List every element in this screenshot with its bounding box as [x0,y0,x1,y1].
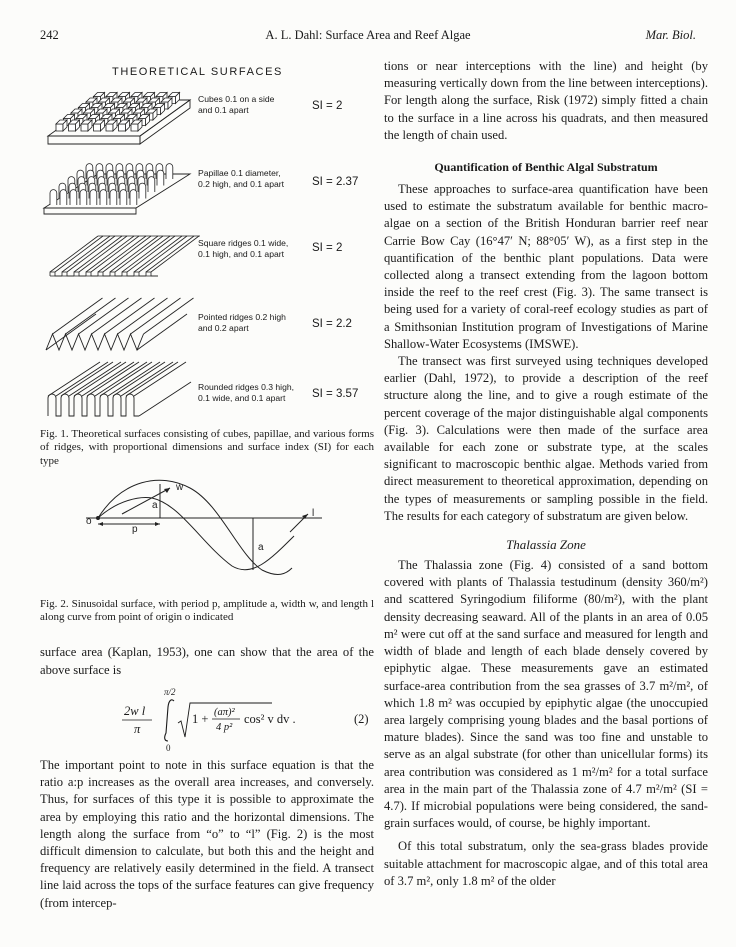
cubes-illustration [40,78,200,148]
rounded-ridges-illustration [40,358,200,424]
surface-rounded-ridges [40,358,374,424]
right-column [384,58,708,890]
surface-square-ridges [40,218,374,288]
left-paragraph-1: surface area (Kaplan, 1953), one can show that the area of the above surface is [40,645,374,677]
papillae-illustration [40,148,200,218]
svg-text:cos² v dv .: cos² v dv . [244,711,296,726]
pointed-ridges-label: Pointed ridges 0.2 high and 0.2 apart [198,312,286,333]
svg-text:0: 0 [166,742,171,753]
pointed-ridges-si: SI = 2.2 [312,318,352,330]
journal-name: Mar. Biol. [645,28,696,42]
fig2-label-w: w [176,481,184,493]
svg-text:π/2: π/2 [164,686,176,697]
square-ridges-illustration [40,218,200,288]
right-paragraph-4: The Thalassia zone (Fig. 4) consisted of a sand bottom covered with plants of Thalassia testudinum (density 360/m²) and scattered Syringodium filiforme (80/m²), with the plant density decreasing seaward. All of the plants in an area of 0.05 m² were cut off at the sand surface and measured for length and width of blade and length of each blade densely covered by epiphytic algae. These measurements gave an estimated surface-area contribution from the sea grasses of 3.7 m²/m², of which 1.8 m² was occupied by epiphytic algae (the unoccupied area largely comprising young blades and the basal portions of mature blades). Since the sand was too fine and unstable to serve as an algal substrate (for other than unicellular forms) its area contribution was considered as 1 m²/m² for a total surface area in the main part of the Thalassia zone of 4.7 m²/m² (SI = 4.7). If microbial populations were being considered, the sand-grain surfaces would, of course, be highly important. [384,558,708,831]
papillae-si: SI = 2.37 [312,176,359,188]
running-header [0,28,736,48]
svg-text:4 p²: 4 p² [216,721,233,733]
svg-text:π: π [134,721,141,736]
fig2-caption: Fig. 2. Sinusoidal surface, with period p, amplitude a, width w, and length l along curve from point of origin o indicated [40,597,374,624]
fig2-label-a: a [152,499,158,511]
surface-pointed-ridges [40,288,374,358]
rounded-ridges-label: Rounded ridges 0.3 high, 0.1 wide, and 0.1 apart [198,382,295,403]
page-number: 242 [40,28,59,42]
running-title: A. L. Dahl: Surface Area and Reef Algae [265,28,471,42]
right-paragraph-2: These approaches to surface-area quantification have been used to estimate the substratum available for benthic macro-algae on a section of the British Honduran barrier reef near Carrie Bow Cay (16°47′ N; 88°05′ W), as a first step in the quantification of the benthic plant populations. Data were collected along a transect extending from the lagoon bottom inside the reef to the reef crest (Fig. 3). The same transect is being used for a variety of coral-reef ecology studies as part of a Smithsonian Institution program of Investigations of Marine Shallow-Water Ecosystems (IMSWE). [384,182,708,351]
fig2-label-l: l [312,507,315,519]
square-ridges-label: Square ridges 0.1 wide, 0.1 high, and 0.1 apart [198,238,289,259]
surface-cubes [40,78,374,148]
surface-papillae [40,148,374,218]
left-paragraph-2: The important point to note in this surface equation is that the ratio a:p increases as the overall area increases, and conversely. Thus, for surfaces of this type it is possible to approximate the area by employing this ratio and the horizontal dimensions. The length along the surface from “o” to “l” (Fig. 2) is the most difficult dimension to calculate, but both this and the height and frequency are relatively easily determined in the field. A transect line laid across the tops of the surface features can give frequency (from intercep- [40,757,374,910]
rounded-ridges-si: SI = 3.57 [312,388,359,400]
square-ridges-si: SI = 2 [312,242,343,254]
pointed-ridges-illustration [40,288,200,358]
fig1-title: THEORETICAL SURFACES [112,66,283,78]
section-heading: Quantification of Benthic Algal Substratum [434,160,658,175]
papillae-label: Papillae 0.1 diameter, 0.2 high, and 0.1 apart [198,168,285,189]
svg-text:1 +: 1 + [192,711,209,726]
right-paragraph-1: tions or near interceptions with the line) and height (by measuring vertically down from the line between interceptions). For length along the surface, Risk (1972) simply fitted a chain to the surface in a line across his quadrats, and then measured the length of chain used. [384,59,708,142]
svg-text:(2): (2) [354,711,369,726]
svg-text:(aπ)²: (aπ)² [214,706,235,718]
fig2-label-p: p [132,523,138,535]
right-paragraph-5: Of this total substratum, only the sea-grass blades provide suitable attachment for macroscopic algae, and of this total area of 3.7 m², only 1.8 m² of the older [384,839,708,888]
equation-2 [40,685,374,755]
fig2-sinusoid-diagram [40,474,374,592]
zone-heading: Thalassia Zone [506,537,586,553]
cubes-label: Cubes 0.1 on a side and 0.1 apart [198,94,275,115]
cubes-si: SI = 2 [312,100,343,112]
fig1-caption: Fig. 1. Theoretical surfaces consisting of cubes, papillae, and various forms of ridges, with proportional dimensions and surface index (SI) for each type [40,428,374,467]
fig2-label-a2: a [258,541,264,553]
right-paragraph-3: The transect was first surveyed using techniques developed earlier (Dahl, 1972), to provide a description of the reef structure along the line, and to give a rough estimate of the percent coverage of the major distinguishable algal components (Fig. 3). Calculations were then made of the surface area available for each zone or substrate type, at the scales significant to macroscopic benthic algae. Methods varied from direct measurement to theoretical approximation, depending on the types of measurements or sampling possible in the field. The results for each category of substratum are given below. [384,354,708,523]
svg-text:2w l: 2w l [124,703,146,718]
left-column [40,58,374,912]
equation-graphic [40,685,374,755]
fig2-label-o: o [86,515,92,527]
